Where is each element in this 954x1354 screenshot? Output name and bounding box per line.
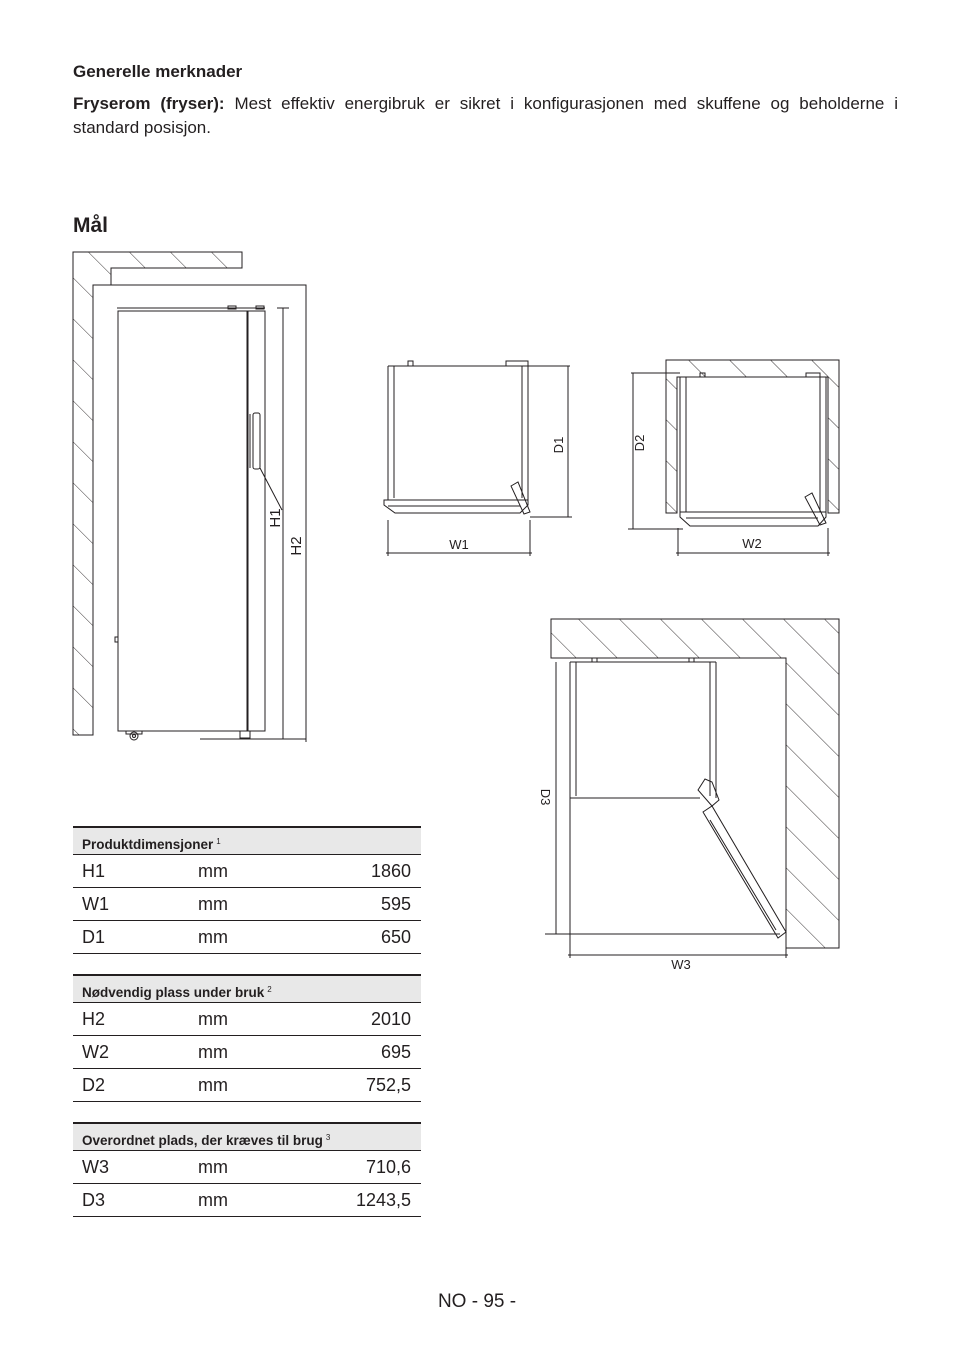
- label-w3: W3: [671, 957, 691, 972]
- dimension-unit: mm: [198, 894, 228, 914]
- dimension-value: 710,6: [365, 1157, 411, 1177]
- dimension-unit: mm: [198, 1075, 228, 1095]
- table-header: [73, 1122, 421, 1151]
- dimension-unit: mm: [198, 861, 228, 881]
- dimension-name: W3: [82, 1157, 109, 1177]
- product-dimensions-table: [73, 826, 421, 954]
- dimension-value: 752,5: [365, 1075, 411, 1095]
- label-w1: W1: [449, 537, 469, 552]
- page-number: NO - 95 -: [437, 1291, 517, 1312]
- dimension-unit: mm: [198, 1042, 228, 1062]
- intro-bold-term: Fryserom (fryser):: [73, 94, 225, 113]
- dimension-name: W2: [82, 1042, 109, 1062]
- table-row: [73, 1003, 421, 1036]
- table-row: [73, 921, 421, 954]
- dimension-name: D2: [82, 1075, 106, 1095]
- table-header: [73, 974, 421, 1003]
- dimension-value: 595: [380, 894, 411, 914]
- dimension-name: D3: [82, 1190, 106, 1210]
- label-d2: D2: [632, 434, 647, 452]
- table-row: [73, 1184, 421, 1217]
- table-title: Overordnet plads, der kræves til brug: [82, 1133, 323, 1148]
- intro-text: Mest effektiv energibruk er sikret i konfigurasjonen med skuffene og beholderne i standard posisjon.: [73, 94, 898, 137]
- table-row: [73, 1036, 421, 1069]
- table-header: [73, 826, 421, 855]
- table-row: [73, 855, 421, 888]
- dimension-name: H2: [82, 1009, 106, 1029]
- dimension-name: W1: [82, 894, 109, 914]
- table-row: [73, 888, 421, 921]
- dimension-value: 2010: [370, 1009, 411, 1029]
- side-view-drawing: [73, 252, 306, 742]
- top-view-w3-d3: [545, 619, 839, 958]
- label-h1: H1: [267, 508, 284, 528]
- label-h2: H2: [288, 536, 305, 556]
- dimension-unit: mm: [198, 1157, 228, 1177]
- dimension-value: 650: [380, 927, 411, 947]
- intro-paragraph: [73, 92, 898, 140]
- dimension-unit: mm: [198, 927, 228, 947]
- dimension-value: 1243,5: [355, 1190, 411, 1210]
- dimension-name: H1: [82, 861, 106, 881]
- table-title: Produktdimensjoner: [82, 837, 214, 852]
- table-title: Nødvendig plass under bruk: [82, 985, 265, 1000]
- table-row: [73, 1151, 421, 1184]
- label-d3: D3: [538, 788, 553, 806]
- label-d1: D1: [551, 436, 566, 454]
- top-view-w2-d2: [628, 360, 839, 556]
- footnote-marker: 1: [216, 837, 221, 846]
- dimension-value: 1860: [370, 861, 411, 881]
- required-space-table: [73, 974, 421, 1102]
- dimension-unit: mm: [198, 1190, 228, 1210]
- dimension-name: D1: [82, 927, 106, 947]
- footnote-marker: 2: [267, 985, 272, 994]
- overall-space-table: [73, 1122, 421, 1217]
- dimension-value: 695: [380, 1042, 411, 1062]
- footnote-marker: 3: [325, 1133, 331, 1142]
- label-w2: W2: [742, 536, 762, 551]
- dimensions-title: Mål: [73, 214, 109, 237]
- section-heading-general-notes: Generelle merknader: [73, 62, 243, 81]
- table-row: [73, 1069, 421, 1102]
- dimension-unit: mm: [198, 1009, 228, 1029]
- top-view-w1-d1: [384, 361, 572, 556]
